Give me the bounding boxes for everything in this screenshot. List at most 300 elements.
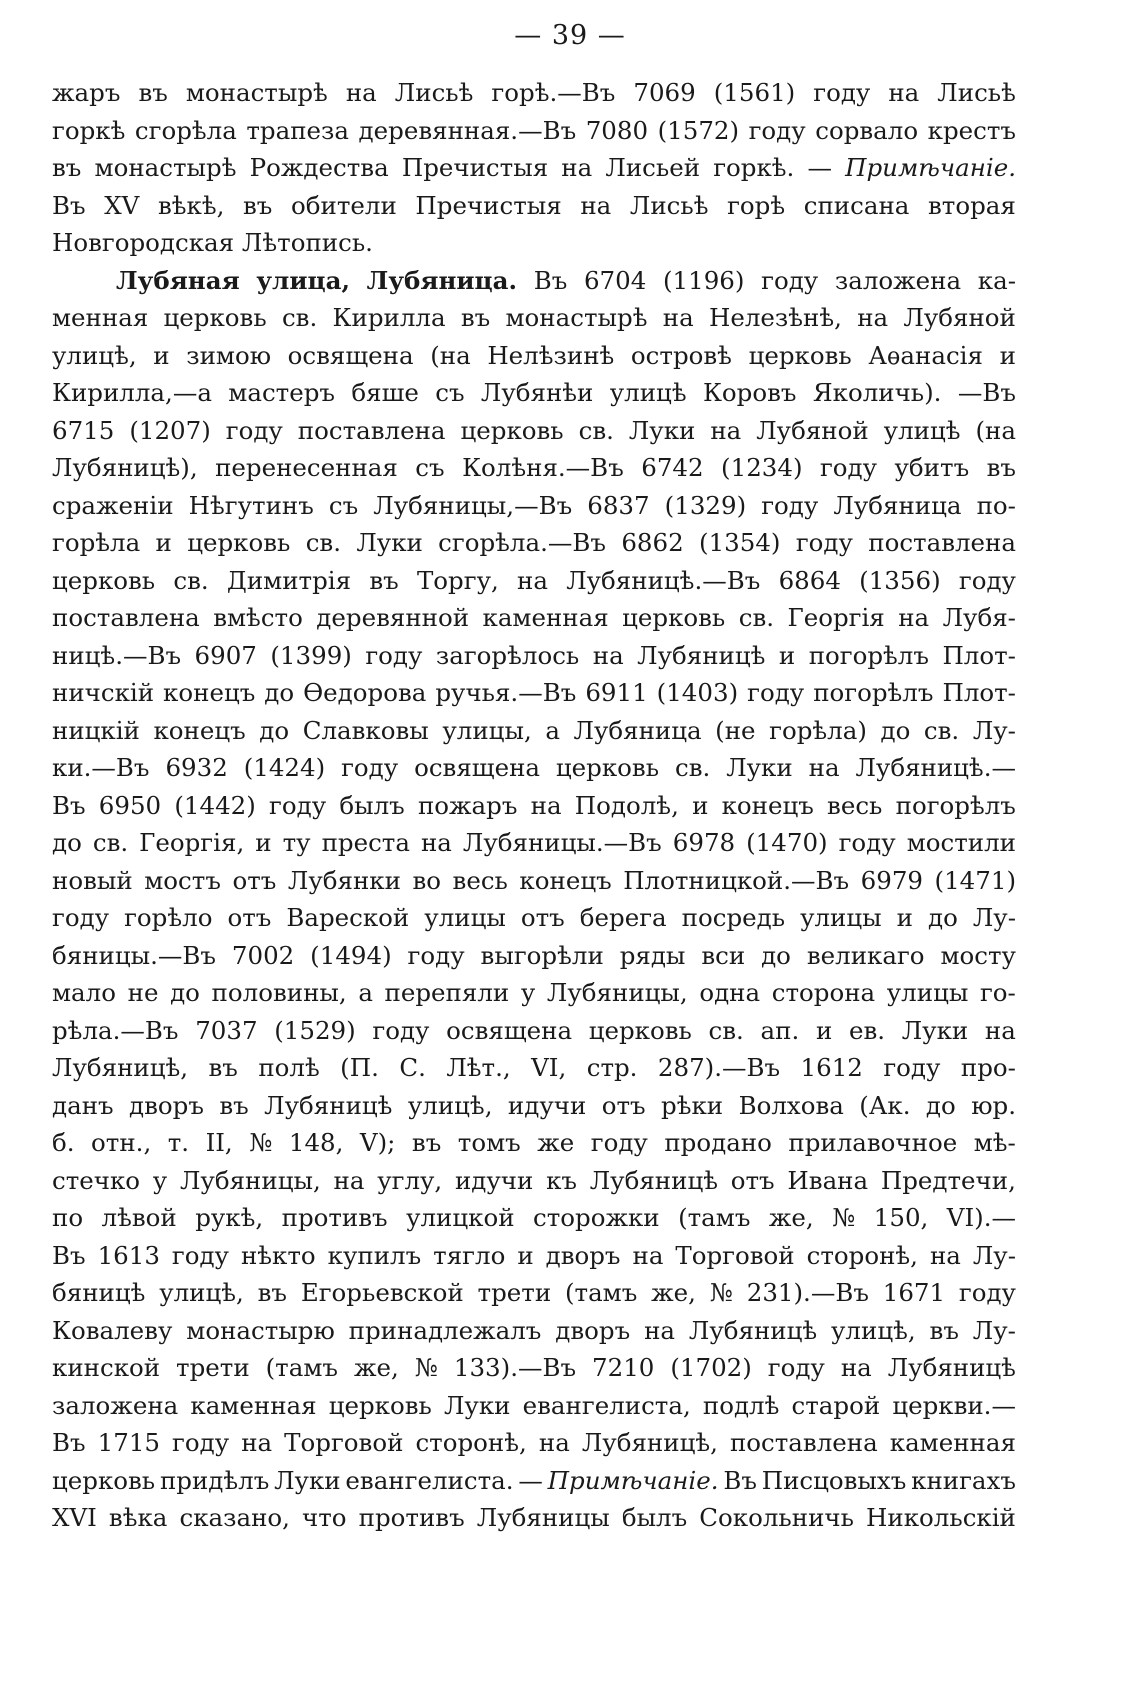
word: церковь <box>588 1015 692 1045</box>
text-line <box>52 787 1016 825</box>
word: году <box>372 1015 430 1045</box>
word: бяше <box>351 378 419 407</box>
word: Лубяницѣ <box>637 640 766 670</box>
word: съ <box>435 378 465 407</box>
word: въ <box>52 153 82 182</box>
word: году <box>172 1428 230 1457</box>
word: трети <box>477 1278 552 1307</box>
word: отн., <box>91 1128 152 1157</box>
word: Торговой <box>284 1428 404 1457</box>
word: году <box>225 415 283 445</box>
word: на <box>561 153 593 182</box>
word: улицѣ, <box>52 340 137 370</box>
text-line <box>52 187 1016 225</box>
word: V); <box>359 1128 396 1157</box>
word: на <box>840 1353 872 1382</box>
word: монастырѣ <box>94 153 237 182</box>
word: перепяли <box>384 978 510 1007</box>
word: Лубя- <box>942 603 1016 632</box>
word: св. <box>674 753 711 782</box>
word: и <box>153 340 170 370</box>
text-line <box>52 1312 1016 1350</box>
word: (1702) <box>670 1353 752 1382</box>
word: до <box>925 1090 956 1120</box>
word: конецъ <box>153 715 246 745</box>
text-line <box>52 937 1016 975</box>
text-line <box>52 1349 1016 1387</box>
word: Лубяницы.—Въ <box>462 828 662 857</box>
text-line <box>52 1049 1016 1087</box>
word: Яколичь). <box>812 378 942 407</box>
word: по- <box>976 490 1016 520</box>
word: св. <box>281 303 318 332</box>
word: отъ <box>601 1090 646 1120</box>
word: сгорѣла.—Въ <box>438 528 606 557</box>
word: (Ак. <box>859 1090 911 1120</box>
word: на <box>632 1240 664 1270</box>
word: Лубяницы, <box>546 978 688 1007</box>
word: евангелиста. <box>345 1465 514 1495</box>
word: же, <box>353 1353 399 1382</box>
word: и <box>896 903 913 932</box>
word: по <box>52 1203 84 1232</box>
word: (1399) <box>270 640 352 670</box>
word: во <box>412 865 441 895</box>
word: съ <box>415 453 445 482</box>
word: трети <box>176 1353 250 1382</box>
word: улицы <box>800 903 882 932</box>
text-line <box>52 599 1016 637</box>
word: (1356) <box>859 565 941 595</box>
text-line <box>52 337 1016 375</box>
word: Примѣчаніе. <box>845 153 1016 182</box>
word: а <box>358 978 373 1007</box>
word: Ковалеву <box>52 1315 173 1345</box>
word: про- <box>960 1053 1016 1082</box>
word: вторая <box>928 190 1016 220</box>
text-line <box>52 1237 1016 1275</box>
word: кинской <box>52 1353 161 1382</box>
word: великаго <box>806 940 925 970</box>
word: улицѣ, <box>831 1315 916 1345</box>
word: году <box>813 78 871 107</box>
word: № <box>249 1128 273 1157</box>
word: и <box>999 340 1016 370</box>
word: монастырѣ <box>505 303 648 332</box>
word: (не <box>715 715 756 745</box>
word: пожаръ <box>417 790 518 820</box>
word: Лубяницѣ, <box>52 1053 189 1082</box>
word: рукѣ, <box>195 1203 264 1232</box>
word: Луки <box>443 1390 511 1420</box>
word: (на <box>430 340 471 370</box>
word: зимою <box>186 340 272 370</box>
word: горѣ <box>727 190 786 220</box>
word: весь <box>827 790 883 820</box>
word: продано <box>664 1128 772 1157</box>
word: (1354) <box>699 528 781 557</box>
word: Лубяницы, <box>179 1165 321 1195</box>
word: у <box>520 978 536 1007</box>
word: книгахъ <box>911 1465 1016 1495</box>
word: на <box>929 1240 961 1270</box>
word: отъ <box>730 1165 775 1195</box>
word: году <box>407 940 465 970</box>
word: поставлена <box>52 603 200 632</box>
word: до <box>264 678 295 707</box>
word: Лисьѣ <box>937 78 1016 107</box>
word: жаръ <box>52 78 121 107</box>
word: Плотницкой.—Въ <box>623 865 850 895</box>
word: рѣки <box>661 1090 724 1120</box>
word: и <box>778 640 796 670</box>
word: въ <box>219 1090 249 1120</box>
word: монастырѣ <box>185 78 328 107</box>
word: отъ <box>227 903 272 932</box>
word: году <box>819 453 878 482</box>
word: 1671 <box>882 1278 946 1307</box>
text-line <box>52 1012 1016 1050</box>
word: 6862 <box>621 528 684 557</box>
word: XVI <box>52 1503 97 1532</box>
word: на <box>984 1015 1016 1045</box>
word: Кирилла,—а <box>52 378 212 407</box>
word: улицы <box>424 903 506 932</box>
word: Лисьѣ <box>394 78 474 107</box>
word: мосту <box>940 940 1016 970</box>
word: поставлена <box>297 415 446 445</box>
word: на <box>333 1165 365 1195</box>
text-line <box>52 562 1016 600</box>
word: (1234) <box>721 453 803 482</box>
word: бяницѣ <box>52 1278 146 1307</box>
text-line <box>52 112 1016 150</box>
word: въ <box>208 1053 238 1082</box>
word: мало <box>52 978 116 1007</box>
word: Предтечи, <box>880 1165 1016 1195</box>
word: 287).—Въ <box>657 1053 781 1082</box>
word: Писцовыхъ <box>761 1465 907 1495</box>
word: половины, <box>211 978 347 1007</box>
word: на <box>538 1428 570 1457</box>
word: Новгородская <box>52 228 235 257</box>
word: улицѣ <box>609 378 687 407</box>
word: въ <box>257 1278 288 1307</box>
word: Никольскій <box>866 1503 1016 1532</box>
word: ничскій <box>52 678 155 707</box>
word: Лѣт., <box>446 1053 511 1082</box>
word: 6978 <box>672 828 736 857</box>
word: сгорѣла <box>134 115 237 145</box>
word: погорѣлъ <box>813 678 934 707</box>
word: и <box>155 528 172 557</box>
word: св. <box>708 1015 744 1045</box>
word: мостили <box>906 828 1016 857</box>
word: церковь <box>328 1390 432 1420</box>
word: юр. <box>971 1090 1016 1120</box>
text-line <box>52 1087 1016 1125</box>
word: и <box>692 790 709 820</box>
word: № <box>709 1278 733 1307</box>
word: XV <box>104 190 140 220</box>
word: противъ <box>358 1503 465 1532</box>
word: въ <box>929 1315 959 1345</box>
word: горкѣ. <box>713 153 795 182</box>
text-line <box>52 899 1016 937</box>
word: году <box>795 528 853 557</box>
word: Лисьѣ <box>629 190 709 220</box>
word: до <box>927 903 958 932</box>
word: сторожки <box>532 1203 660 1232</box>
text-line <box>52 1274 1016 1312</box>
word: году <box>958 1278 1016 1307</box>
word: Лубяной <box>903 303 1016 332</box>
word: Лубяница. <box>366 265 518 295</box>
word: Вареской <box>286 903 410 932</box>
word: (тамъ <box>265 1353 338 1382</box>
word: деревянной <box>316 603 470 632</box>
word: на <box>580 190 612 220</box>
word: на <box>644 1315 675 1345</box>
text-line <box>52 1199 1016 1237</box>
word: б. <box>52 1128 75 1157</box>
word: (1424) <box>243 753 326 782</box>
word: бяницы.—Въ <box>52 940 216 970</box>
word: Лубяницѣ, <box>581 1428 718 1457</box>
text-line <box>52 1462 1016 1500</box>
word: мѣ- <box>973 1128 1016 1157</box>
word: Коровъ <box>702 378 797 407</box>
word: Лубяной <box>756 415 869 445</box>
word: церковь <box>187 528 291 557</box>
word: 148, <box>288 1128 344 1157</box>
word: Лубяницѣ <box>688 1315 818 1345</box>
word: Въ <box>52 190 86 220</box>
word: (тамъ <box>678 1203 751 1232</box>
word: принадлежалъ <box>348 1315 542 1345</box>
word: (1471) <box>934 865 1016 895</box>
word: на <box>857 303 889 332</box>
word: стр. <box>586 1053 638 1082</box>
word: тягло <box>433 1240 506 1270</box>
word: каменная <box>190 1390 317 1420</box>
word: новый <box>52 865 133 895</box>
word: горкѣ <box>52 115 126 145</box>
word: на <box>345 78 377 107</box>
word: улицкой <box>406 1203 515 1232</box>
word: горѣ.—Въ <box>491 78 616 107</box>
word: загорѣлось <box>435 640 580 670</box>
word: улицы <box>886 978 969 1007</box>
word: ницѣ.—Въ <box>52 640 182 670</box>
word: весь <box>452 865 508 895</box>
word: Луки <box>901 1015 969 1045</box>
word: томъ <box>457 1128 521 1157</box>
word: освящена <box>287 340 414 370</box>
word: году <box>958 565 1016 595</box>
word: евангелиста, <box>522 1390 691 1420</box>
word: берега <box>579 903 667 932</box>
word: въ <box>411 1128 442 1157</box>
word: горѣла) <box>769 715 867 745</box>
word: заложена <box>834 265 962 295</box>
word: году <box>590 1128 648 1157</box>
word: же, <box>651 1278 696 1307</box>
word: Лубянки <box>287 865 401 895</box>
word: ап. <box>760 1015 800 1045</box>
word: Лубяная <box>116 265 240 295</box>
text-line <box>52 1124 1016 1162</box>
word: Лубяницѣ.—Въ <box>566 565 761 595</box>
word: полѣ <box>258 1053 320 1082</box>
word: горѣло <box>124 903 213 932</box>
word: ев. <box>848 1015 886 1045</box>
word: въ <box>460 303 491 332</box>
word: же, <box>768 1203 814 1232</box>
word: № <box>414 1353 438 1382</box>
word: 6837 <box>587 490 650 520</box>
word: Рождества <box>249 153 389 182</box>
word: до <box>880 715 911 745</box>
word: ручья.—Въ <box>435 678 577 707</box>
text-line <box>52 449 1016 487</box>
word: выгорѣли <box>480 940 604 970</box>
word: на <box>241 1428 273 1457</box>
word: улицы, <box>442 715 532 745</box>
word: и <box>517 1240 534 1270</box>
word: сраженіи <box>52 490 174 520</box>
word: 6715 <box>52 415 115 445</box>
word: Аѳанасія <box>868 340 983 370</box>
word: Въ <box>52 1240 86 1270</box>
word: на <box>592 640 624 670</box>
word: что <box>302 1503 347 1532</box>
word: улицѣ <box>883 415 961 445</box>
word: Торговой <box>675 1240 795 1270</box>
word: стечко <box>52 1165 141 1195</box>
word: подлѣ <box>702 1390 780 1420</box>
word: Луки <box>726 753 793 782</box>
word: го- <box>979 978 1016 1007</box>
word: на <box>420 828 452 857</box>
word: (на <box>975 415 1016 445</box>
word: —Въ <box>957 378 1016 407</box>
word: сторона <box>771 978 876 1007</box>
word: св. <box>305 528 341 557</box>
text-line <box>52 674 1016 712</box>
word: островѣ <box>630 340 732 370</box>
word: старой <box>791 1390 881 1420</box>
word: ка- <box>977 265 1016 295</box>
word: ки.—Въ <box>52 753 150 782</box>
word: 7080 <box>585 115 649 145</box>
word: освящена <box>414 753 541 782</box>
word: т. <box>167 1128 190 1157</box>
word: году <box>767 1353 825 1382</box>
word: году <box>883 1053 941 1082</box>
word: 7037 <box>195 1015 258 1045</box>
word: улицѣ, <box>407 1090 493 1120</box>
word: въ <box>138 78 168 107</box>
word: Георгія <box>787 603 885 632</box>
word: Димитрія <box>226 565 352 595</box>
word: VI).— <box>946 1203 1016 1232</box>
word: 6950 <box>98 790 162 820</box>
body-text <box>52 74 1016 1537</box>
word: Лѣтопись. <box>241 228 373 257</box>
word: Въ <box>533 265 568 295</box>
word: былъ <box>339 790 405 820</box>
word: церковь <box>52 565 156 595</box>
word: св. <box>578 415 614 445</box>
word: Сокольничь <box>699 1503 854 1532</box>
word: Торгу, <box>416 565 499 595</box>
word: Нелѣзинѣ <box>487 340 615 370</box>
text-line <box>52 974 1016 1012</box>
word: вѣка <box>108 1503 168 1532</box>
word: 6864 <box>778 565 841 595</box>
word: убитъ <box>894 453 970 482</box>
word: монастырю <box>186 1315 335 1345</box>
word: году <box>365 640 423 670</box>
text-line <box>52 1387 1016 1425</box>
text-line <box>52 149 1016 187</box>
word: съ <box>328 490 359 520</box>
word: каменная <box>889 1428 1016 1457</box>
text-line <box>52 712 1016 750</box>
word: Луки <box>274 1465 341 1495</box>
word: св. <box>92 828 129 857</box>
word: году <box>838 828 896 857</box>
word: Ѳедорова <box>303 678 427 707</box>
word: заложена <box>52 1390 179 1420</box>
word: св. <box>173 565 209 595</box>
word: на <box>808 753 840 782</box>
word: одна <box>699 978 761 1007</box>
word: до <box>52 828 82 857</box>
word: (1470) <box>746 828 828 857</box>
word: Лубяницѣ <box>887 1353 1016 1382</box>
text-line <box>52 824 1016 862</box>
word: (1403) <box>656 678 739 707</box>
word: до <box>259 715 290 745</box>
word: церковь <box>748 340 852 370</box>
word: посредь <box>681 903 786 932</box>
word: а <box>545 715 560 745</box>
word: сторонѣ, <box>415 1428 527 1457</box>
word: Колѣня.—Въ <box>462 453 624 482</box>
word: мостъ <box>144 865 221 895</box>
word: до <box>170 978 200 1007</box>
text-line <box>52 1499 1016 1537</box>
word: Георгія, <box>139 828 245 857</box>
word: Въ <box>723 1465 757 1495</box>
word: же <box>537 1128 575 1157</box>
word: Нѣгутинъ <box>188 490 314 520</box>
word: (П. <box>340 1053 379 1082</box>
word: 1715 <box>97 1428 160 1457</box>
word: улица, <box>256 265 350 295</box>
text-line <box>52 637 1016 675</box>
word: данъ <box>52 1090 114 1120</box>
word: Егорьевской <box>300 1278 464 1307</box>
word: церковь <box>555 753 660 782</box>
word: церковь <box>622 603 726 632</box>
word: Примѣчаніе. <box>547 1465 719 1495</box>
word: 150, <box>873 1203 929 1232</box>
word: идучи <box>454 1165 534 1195</box>
word: у <box>152 1165 168 1195</box>
